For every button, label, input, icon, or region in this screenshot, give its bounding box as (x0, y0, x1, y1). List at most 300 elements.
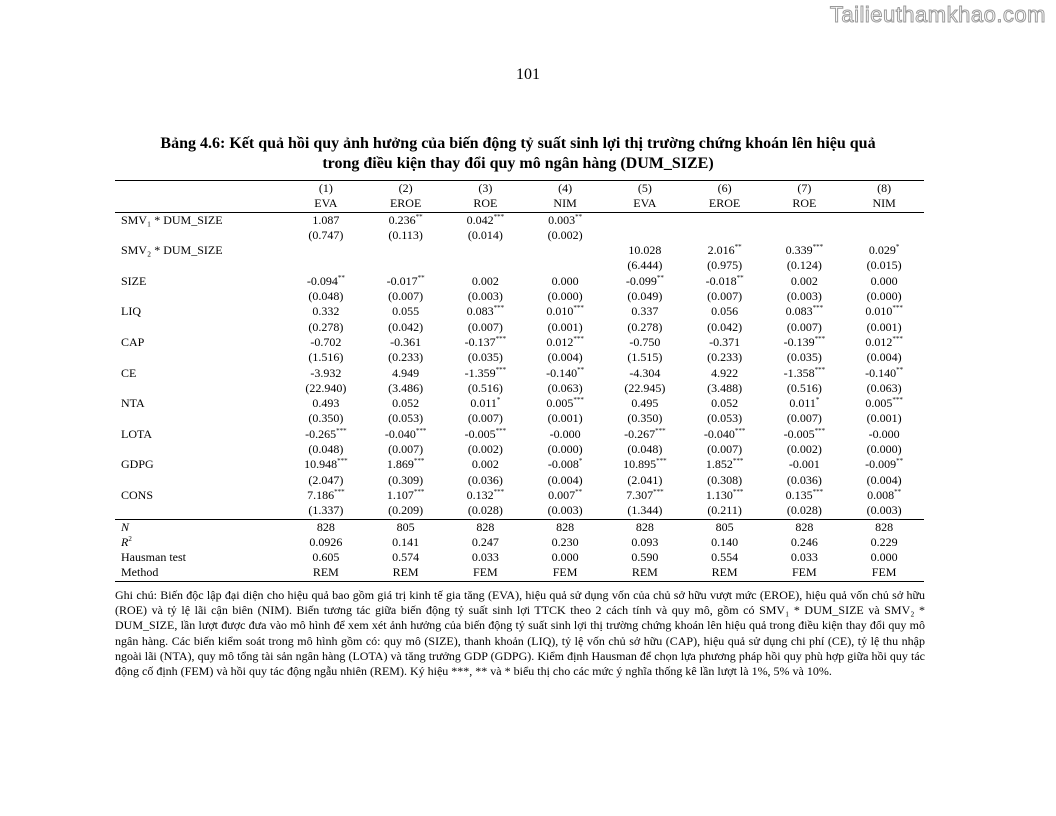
coefficient-value: 0.005 (546, 396, 574, 411)
table-title-line-1: Bảng 4.6: Kết quả hồi quy ảnh hưởng của biến động tỷ suất sinh lợi thị trường chứng khoán lên hiệu quả (160, 135, 876, 152)
coefficient-value: -0.005 (783, 426, 815, 441)
standard-error-cell: (0.063) (547, 380, 583, 395)
table-header (115, 181, 924, 213)
variable-label-blank (115, 289, 286, 304)
statistic-value: 828 (525, 519, 605, 535)
standard-error-cell: (0.004) (547, 350, 583, 365)
statistic-value: 0.000 (551, 550, 579, 565)
coefficient-cell (764, 427, 844, 442)
standard-error-cell: (0.209) (388, 503, 424, 518)
coefficient-value: -0.371 (709, 334, 741, 349)
standard-error-cell: (6.444) (627, 258, 663, 273)
coefficient-value: -0.094 (306, 273, 338, 288)
coefficient-value: 0.339 (785, 243, 813, 258)
statistic-row (115, 519, 924, 535)
standard-error-cell: (0.007) (786, 319, 822, 334)
header-blank (115, 181, 286, 197)
variable-label: SIZE (121, 273, 147, 288)
standard-error-cell: (0.049) (627, 289, 663, 304)
coefficient-value: 0.012 (546, 334, 574, 349)
standard-error-cell: (0.036) (467, 472, 503, 487)
statistic-value: FEM (844, 565, 924, 581)
coefficient-value: -0.265 (305, 426, 337, 441)
coefficient-value: -0.001 (788, 457, 820, 472)
significance-stars: ** (896, 365, 904, 374)
coefficient-cell (685, 304, 765, 319)
coefficient-cell (525, 304, 605, 319)
significance-stars: *** (812, 304, 824, 313)
coefficient-cell (286, 366, 366, 381)
standard-error-row (115, 381, 924, 396)
significance-stars: *** (573, 396, 584, 405)
coefficient-value: 0.012 (865, 334, 893, 349)
statistic-value: REM (605, 565, 685, 581)
coefficient-value: 4.949 (392, 365, 420, 380)
statistic-value: 0.590 (631, 550, 659, 565)
statistic-value: 0.246 (790, 534, 818, 549)
standard-error-cell: (0.278) (308, 319, 344, 334)
coefficient-cell (366, 427, 446, 442)
standard-error-cell: (2.047) (308, 472, 344, 487)
standard-error-cell: (0.035) (786, 350, 822, 365)
significance-stars: * (815, 396, 820, 405)
variable-label: CONS (121, 487, 154, 502)
statistic-value: 0.230 (551, 534, 579, 549)
coefficient-value: 0.135 (785, 487, 813, 502)
statistic-value: 805 (685, 519, 765, 535)
coefficient-value: 0.052 (711, 396, 739, 411)
coefficient-value: 0.055 (392, 304, 420, 319)
standard-error-cell: (1.337) (308, 503, 344, 518)
coefficient-cell (764, 396, 844, 411)
variable-label-blank (115, 350, 286, 365)
coefficient-value: 0.011 (470, 396, 497, 411)
coefficient-cell (525, 427, 605, 442)
standard-error-cell: (0.007) (467, 411, 503, 426)
standard-error-cell: (0.042) (388, 319, 424, 334)
column-name: ROE (445, 196, 525, 212)
statistic-name: Hausman test (121, 550, 186, 565)
coefficient-cell (844, 427, 924, 442)
coefficient-cell (445, 274, 525, 289)
coefficient-value: 0.056 (711, 304, 739, 319)
coefficient-value: -0.008 (547, 457, 579, 472)
standard-error-cell: (0.007) (467, 319, 503, 334)
coefficient-value: 0.236 (388, 212, 416, 227)
coefficient-value: -0.702 (310, 334, 342, 349)
coefficient-cell (366, 366, 446, 381)
standard-error-cell: (0.048) (308, 289, 344, 304)
coefficient-cell (764, 366, 844, 381)
coefficient-value: -0.000 (868, 426, 900, 441)
coefficient-row (115, 427, 924, 442)
standard-error-cell: (3.488) (707, 380, 743, 395)
significance-stars: *** (495, 365, 507, 374)
coefficient-cell (286, 427, 366, 442)
coefficient-value: -0.139 (783, 334, 815, 349)
statistic-value: 0.140 (711, 534, 739, 549)
significance-stars: *** (656, 457, 667, 466)
standard-error-cell (525, 258, 605, 273)
standard-error-cell (685, 228, 765, 243)
statistic-value: 0.247 (471, 534, 499, 549)
coefficient-cell (445, 304, 525, 319)
column-name: EVA (286, 196, 366, 212)
standard-error-cell: (0.000) (547, 289, 583, 304)
coefficient-value: 10.895 (623, 457, 657, 472)
standard-error-cell: (0.001) (547, 411, 583, 426)
table-title-line-2: trong điều kiện thay đổi quy mô ngân hàng (DUM_SIZE) (322, 155, 714, 172)
coefficient-cell (844, 243, 924, 258)
variable-label-blank (115, 381, 286, 396)
coefficient-value: -0.140 (546, 365, 578, 380)
standard-error-cell: (0.308) (707, 472, 743, 487)
coefficient-value: 0.011 (789, 396, 816, 411)
coefficient-cell (366, 243, 446, 258)
coefficient-value: 0.010 (546, 304, 574, 319)
coefficient-value: 10.948 (304, 457, 338, 472)
coefficient-cell (685, 488, 765, 503)
statistic-superscript: 2 (128, 534, 132, 543)
coefficient-value: 0.083 (785, 304, 813, 319)
standard-error-row (115, 442, 924, 457)
standard-error-cell: (0.007) (786, 411, 822, 426)
variable-label-blank (115, 473, 286, 488)
coefficient-cell (764, 212, 844, 228)
coefficient-cell (764, 457, 844, 472)
standard-error-cell: (0.007) (707, 289, 743, 304)
coefficient-value: -0.000 (549, 426, 581, 441)
coefficient-cell (685, 396, 765, 411)
standard-error-cell: (3.486) (388, 380, 424, 395)
standard-error-cell: (0.002) (547, 227, 583, 242)
coefficient-value: 0.002 (790, 273, 818, 288)
standard-error-cell: (0.001) (866, 411, 902, 426)
coefficient-value: 4.922 (711, 365, 739, 380)
variable-label: SMV₁ * DUM_SIZE (121, 212, 223, 227)
significance-stars: ** (575, 212, 583, 221)
standard-error-cell: (0.014) (467, 227, 503, 242)
standard-error-cell: (0.233) (388, 350, 424, 365)
coefficient-cell (844, 457, 924, 472)
statistic-value: FEM (764, 565, 844, 581)
coefficient-value: -0.040 (384, 426, 416, 441)
variable-label: LOTA (121, 426, 153, 441)
coefficient-row (115, 366, 924, 381)
coefficient-row (115, 243, 924, 258)
coefficient-cell (286, 457, 366, 472)
significance-stars: *** (413, 487, 425, 496)
column-number: (2) (366, 181, 446, 197)
coefficient-cell (685, 243, 765, 258)
coefficient-row (115, 274, 924, 289)
coefficient-value: 0.002 (471, 273, 499, 288)
coefficient-cell (525, 212, 605, 228)
statistic-value: 0.605 (312, 550, 340, 565)
standard-error-cell: (0.516) (467, 380, 503, 395)
coefficient-row (115, 396, 924, 411)
variable-label-blank (115, 503, 286, 519)
standard-error-cell (764, 228, 844, 243)
coefficient-cell (764, 274, 844, 289)
coefficient-cell (286, 396, 366, 411)
coefficient-cell (286, 335, 366, 350)
standard-error-row (115, 350, 924, 365)
coefficient-cell (844, 304, 924, 319)
significance-stars: ** (415, 212, 423, 221)
column-name: EROE (685, 196, 765, 212)
standard-error-cell: (0.004) (866, 472, 902, 487)
statistic-value: FEM (525, 565, 605, 581)
coefficient-cell (525, 243, 605, 258)
statistic-row (115, 535, 924, 550)
variable-label-blank (115, 258, 286, 273)
statistic-value: 0.554 (711, 550, 739, 565)
statistic-label (115, 550, 286, 565)
significance-stars: ** (894, 487, 902, 496)
standard-error-cell: (0.278) (627, 319, 663, 334)
column-number: (6) (685, 181, 765, 197)
coefficient-value: -0.750 (629, 334, 661, 349)
standard-error-cell: (0.747) (308, 227, 344, 242)
coefficient-cell (286, 212, 366, 228)
coefficient-value: 0.332 (312, 304, 340, 319)
coefficient-value: 0.000 (551, 273, 579, 288)
standard-error-cell: (0.001) (866, 319, 902, 334)
significance-stars: * (895, 243, 900, 252)
significance-stars: *** (337, 457, 348, 466)
coefficient-cell (844, 396, 924, 411)
significance-stars: *** (495, 334, 507, 343)
coefficient-cell (605, 335, 685, 350)
coefficient-cell (445, 488, 525, 503)
coefficient-value: 0.002 (471, 457, 499, 472)
table-title (112, 134, 924, 174)
variable-label-blank (115, 411, 286, 426)
coefficient-value: 0.005 (865, 396, 893, 411)
coefficient-row (115, 457, 924, 472)
statistic-value: 0.033 (471, 550, 499, 565)
significance-stars: *** (573, 334, 584, 343)
coefficient-value: -0.009 (865, 457, 897, 472)
standard-error-cell: (1.344) (627, 503, 663, 518)
standard-error-cell: (0.000) (866, 442, 902, 457)
coefficient-value: 0.029 (868, 243, 896, 258)
statistic-value: 0.574 (392, 550, 420, 565)
coefficient-cell (286, 243, 366, 258)
statistic-value: 0.093 (631, 534, 659, 549)
variable-label: LIQ (121, 304, 141, 319)
standard-error-row (115, 320, 924, 335)
column-name: NIM (525, 196, 605, 212)
standard-error-cell: (0.007) (388, 289, 424, 304)
statistic-value: REM (286, 565, 366, 581)
page-number: 101 (516, 66, 540, 83)
standard-error-cell: (0.063) (866, 380, 902, 395)
significance-stars: *** (493, 487, 505, 496)
statistic-row (115, 565, 924, 581)
standard-error-cell: (0.233) (707, 350, 743, 365)
coefficient-value: 2.016 (707, 243, 735, 258)
coefficient-cell (286, 274, 366, 289)
standard-error-row (115, 258, 924, 273)
statistic-label (115, 565, 286, 581)
statistic-value: 0.000 (870, 550, 898, 565)
coefficient-row (115, 304, 924, 319)
coefficient-cell (605, 457, 685, 472)
coefficient-value: -1.359 (464, 365, 496, 380)
coefficient-cell (844, 488, 924, 503)
standard-error-cell: (0.007) (388, 442, 424, 457)
statistic-name: N (121, 519, 130, 534)
table-note: Ghi chú: Biến độc lập đại diện cho hiệu quả bao gồm giá trị kinh tế gia tăng (EVA), hiệu quả sử dụng vốn của chủ sở hữu vượt mức (EROE), hiệu quả vốn chủ sở hữu (ROE) và tỷ lệ lãi cận biên (NIM). Biến tương tác giữa biến động tỷ suất sinh lợi TTCK theo 2 cách tính và quy mô, gồm có SMV₁ * DUM_SIZE và SMV₂ * DUM_SIZE, lần lượt được đưa vào mô hình để xem xét ảnh hưởng của biến động tỷ suất sinh lợi thị trường chứng khoán lên hiệu quả trong điều kiện thay đổi quy mô ngân hàng. Các biến kiểm soát trong mô hình gồm có: quy mô (SIZE), thanh khoản (LIQ), tỷ lệ vốn chủ sở hữu (CAP), hiệu quả sử dụng chi phí (CE), tỷ lệ thu nhập ngoài lãi (NTA), quy mô tổng tài sản ngân hàng (LOTA) và tăng trưởng GDP (GDPG). Kiểm định Hausman để chọn lựa phương pháp hồi quy phù hợp giữa hồi quy tác động cố định (FEM) và hồi quy tác động ngẫu nhiên (REM). Ký hiệu ***, ** và * biểu thị cho các mức ý nghĩa thống kê lần lượt là 1%, 5% và 10%. (115, 588, 925, 679)
column-number: (1) (286, 181, 366, 197)
standard-error-cell: (0.350) (308, 411, 344, 426)
significance-stars: *** (493, 212, 505, 221)
significance-stars: *** (732, 457, 744, 466)
coefficient-value: 0.083 (466, 304, 494, 319)
variable-label-blank (115, 320, 286, 335)
significance-stars: ** (575, 487, 583, 496)
coefficient-cell (525, 366, 605, 381)
column-number: (8) (844, 181, 924, 197)
statistic-value: 828 (764, 519, 844, 535)
standard-error-cell: (0.003) (547, 503, 583, 518)
table-body (115, 212, 924, 581)
coefficient-cell (685, 335, 765, 350)
standard-error-cell: (0.053) (707, 411, 743, 426)
standard-error-cell: (22.945) (624, 380, 666, 395)
significance-stars: * (578, 457, 583, 466)
coefficient-value: 0.010 (865, 304, 893, 319)
standard-error-row (115, 228, 924, 243)
standard-error-cell: (0.003) (866, 503, 902, 518)
coefficient-cell (366, 488, 446, 503)
coefficient-row (115, 335, 924, 350)
coefficient-cell (685, 274, 765, 289)
variable-label: CAP (121, 334, 145, 349)
coefficient-cell (525, 335, 605, 350)
significance-stars: *** (812, 243, 824, 252)
standard-error-row (115, 411, 924, 426)
standard-error-cell: (0.113) (388, 227, 423, 242)
coefficient-value: -3.932 (310, 365, 342, 380)
coefficient-value: -4.304 (629, 365, 661, 380)
coefficient-value: 0.042 (466, 212, 494, 227)
coefficient-value: 1.869 (386, 457, 414, 472)
coefficient-cell (445, 243, 525, 258)
coefficient-value: -0.361 (390, 334, 422, 349)
coefficient-value: 1.852 (705, 457, 733, 472)
significance-stars: *** (814, 365, 826, 374)
coefficient-value: -0.005 (464, 426, 496, 441)
column-number: (7) (764, 181, 844, 197)
standard-error-cell: (0.004) (547, 472, 583, 487)
regression-table (115, 180, 924, 582)
significance-stars: *** (334, 487, 345, 496)
coefficient-cell (445, 396, 525, 411)
coefficient-cell (445, 366, 525, 381)
statistic-value: 828 (605, 519, 685, 535)
standard-error-cell: (0.035) (467, 350, 503, 365)
standard-error-cell: (0.015) (866, 258, 902, 273)
significance-stars: ** (577, 365, 585, 374)
coefficient-cell (605, 488, 685, 503)
coefficient-value: 7.186 (307, 487, 335, 502)
coefficient-value: 0.493 (312, 396, 340, 411)
variable-label-blank (115, 442, 286, 457)
statistic-value: 828 (286, 519, 366, 535)
standard-error-cell: (0.036) (786, 472, 822, 487)
coefficient-cell (366, 304, 446, 319)
significance-stars: *** (892, 396, 903, 405)
standard-error-cell (605, 228, 685, 243)
standard-error-row (115, 503, 924, 519)
coefficient-value: -1.358 (783, 365, 815, 380)
coefficient-cell (605, 396, 685, 411)
coefficient-value: -0.140 (865, 365, 897, 380)
coefficient-cell (764, 243, 844, 258)
standard-error-cell: (0.048) (627, 442, 663, 457)
standard-error-cell: (0.211) (707, 503, 742, 518)
coefficient-value: -0.018 (705, 273, 737, 288)
statistic-value: FEM (445, 565, 525, 581)
coefficient-value: 0.052 (392, 396, 420, 411)
column-name: NIM (844, 196, 924, 212)
coefficient-cell (525, 274, 605, 289)
coefficient-value: 10.028 (628, 243, 662, 258)
statistic-name: Method (121, 565, 159, 580)
variable-label: NTA (121, 396, 145, 411)
coefficient-value: -0.267 (624, 426, 656, 441)
coefficient-cell (445, 427, 525, 442)
standard-error-cell: (0.028) (467, 503, 503, 518)
standard-error-row (115, 473, 924, 488)
header-blank (115, 196, 286, 212)
statistic-label (115, 519, 286, 535)
column-number-row (115, 181, 924, 197)
coefficient-cell (605, 304, 685, 319)
standard-error-cell (366, 258, 446, 273)
coefficient-value: 0.495 (631, 396, 659, 411)
column-name: ROE (764, 196, 844, 212)
coefficient-cell (844, 274, 924, 289)
significance-stars: *** (734, 426, 746, 435)
coefficient-value: 0.008 (867, 487, 895, 502)
significance-stars: *** (653, 487, 664, 496)
significance-stars: *** (493, 304, 505, 313)
standard-error-cell: (2.041) (627, 472, 663, 487)
coefficient-value: 0.003 (548, 212, 576, 227)
coefficient-value: 1.087 (312, 212, 340, 227)
column-number: (5) (605, 181, 685, 197)
standard-error-cell: (0.004) (866, 350, 902, 365)
coefficient-cell (844, 335, 924, 350)
statistic-value: 0.0926 (309, 534, 343, 549)
significance-stars: *** (814, 334, 826, 343)
coefficient-cell (286, 304, 366, 319)
standard-error-cell (445, 258, 525, 273)
coefficient-cell (366, 212, 446, 228)
coefficient-value: 0.007 (548, 487, 576, 502)
standard-error-cell: (22.940) (305, 380, 347, 395)
statistic-value: 0.141 (392, 534, 420, 549)
significance-stars: ** (896, 457, 904, 466)
column-number: (4) (525, 181, 605, 197)
coefficient-cell (685, 366, 765, 381)
standard-error-cell: (1.516) (308, 350, 344, 365)
coefficient-cell (685, 457, 765, 472)
